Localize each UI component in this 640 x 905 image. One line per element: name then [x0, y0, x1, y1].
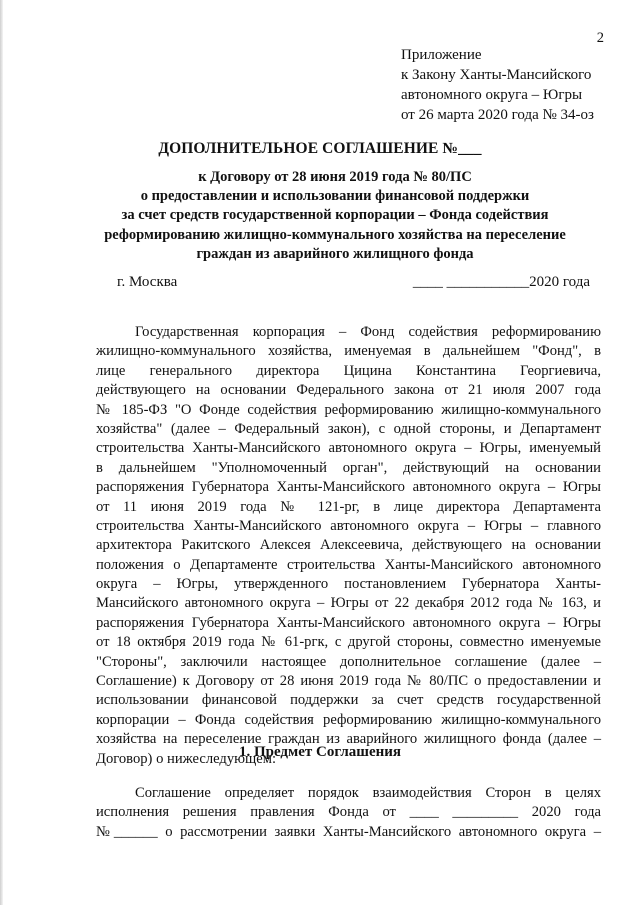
- document-title: ДОПОЛНИТЕЛЬНОЕ СОГЛАШЕНИЕ №___: [158, 140, 482, 157]
- date: ____ ___________2020 года: [412, 274, 590, 290]
- paragraph-line: строительства Ханты-Мансийского автономного округа – Югры – главного: [96, 517, 601, 534]
- paragraph-line: корпорации – Фонда содействия реформированию жилищно-коммунального: [96, 711, 601, 728]
- section-heading: 1. Предмет Соглашения: [238, 744, 402, 760]
- paragraph-line: №______ о рассмотрении заявки Ханты-Мансийского автономного округа –: [96, 823, 601, 840]
- paragraph-line: в дальнейшем "Уполномоченный орган", действующий на основании: [96, 459, 601, 476]
- subtitle-line: о предоставлении и использовании финансовой поддержки: [140, 188, 530, 205]
- paragraph-line: Соглашение определяет порядок взаимодействия Сторон в целях: [135, 785, 601, 801]
- paragraph-line: хозяйства" (далее – Федеральный закон), с одной стороны, и Департамент: [96, 420, 601, 437]
- appendix-block: [401, 45, 594, 125]
- paragraph-line: Мансийского автономного округа – Югры от 22 декабря 2012 года № 163, и: [96, 595, 601, 612]
- appendix-line: Приложение: [401, 47, 482, 63]
- paragraph-line: округа – Югры, утвержденного постановлением Губернатора Ханты-: [96, 576, 601, 593]
- paragraph-line: распоряжения Губернатора Ханты-Мансийского автономного округа – Югры: [96, 614, 601, 631]
- paragraph-line: "Стороны", заключили настоящее дополнительное соглашение (далее –: [96, 653, 601, 670]
- appendix-line: к Закону Ханты-Мансийского: [401, 67, 592, 83]
- scan-edge: [0, 0, 3, 905]
- appendix-line: автономного округа – Югры: [401, 87, 583, 103]
- paragraph-line: Договор) о нижеследующем:: [96, 750, 277, 767]
- paragraph-line: от 18 октября 2019 года № 61-ргк, с другой стороны, совместно именуемые: [96, 634, 601, 651]
- paragraph-line: исполнения решения правления Фонда от ____ _________ 2020 года: [96, 804, 601, 821]
- appendix-line: от 26 марта 2020 года № 34-оз: [401, 107, 594, 123]
- paragraph-line: № 185-ФЗ "О Фонде содействия реформированию жилищно-коммунального: [96, 401, 601, 418]
- document-subtitle: [95, 168, 575, 264]
- subtitle-line: за счет средств государственной корпорации – Фонда содействия: [121, 207, 549, 224]
- intro-paragraph: [96, 323, 601, 769]
- subtitle-line: граждан из аварийного жилищного фонда: [196, 245, 474, 262]
- paragraph-line: действующего на основании Федерального закона от 21 июля 2007 года: [96, 382, 601, 399]
- section1-paragraph: [96, 784, 601, 842]
- paragraph-line: Государственная корпорация – Фонд содействия реформированию: [135, 324, 601, 340]
- paragraph-line: строительства Ханты-Мансийского автономного округа – Югры, именуемый: [96, 440, 601, 457]
- paragraph-line: лице генерального директора Цицина Константина Георгиевича,: [96, 362, 601, 379]
- place-date-row: [117, 274, 590, 291]
- paragraph-line: распоряжения Губернатора Ханты-Мансийского автономного округа – Югры: [96, 479, 601, 496]
- page-number: 2: [596, 30, 604, 46]
- paragraph-line: использовании финансовой поддержки за счет средств государственной: [96, 692, 601, 709]
- subtitle-line: реформированию жилищно-коммунального хозяйства на переселение: [104, 226, 566, 243]
- paragraph-line: положения о Департаменте строительства Ханты-Мансийского автономного: [96, 556, 601, 573]
- subtitle-line: к Договору от 28 июня 2019 года № 80/ПС: [198, 169, 472, 185]
- paragraph-line: жилищно-коммунального хозяйства, именуемая в дальнейшем "Фонд", в: [96, 343, 601, 360]
- paragraph-line: Соглашение) к Договору от 28 июня 2019 года № 80/ПС о предоставлении и: [96, 673, 601, 690]
- place: г. Москва: [117, 274, 178, 290]
- paragraph-line: хозяйства на переселение граждан из аварийного жилищного фонда (далее –: [96, 731, 601, 748]
- paragraph-line: от 11 июня 2019 года № 121-рг, в лице директора Департамента: [96, 498, 601, 515]
- paragraph-line: архитектора Ракитского Алексея Алексеевича, действующего на основании: [96, 537, 601, 554]
